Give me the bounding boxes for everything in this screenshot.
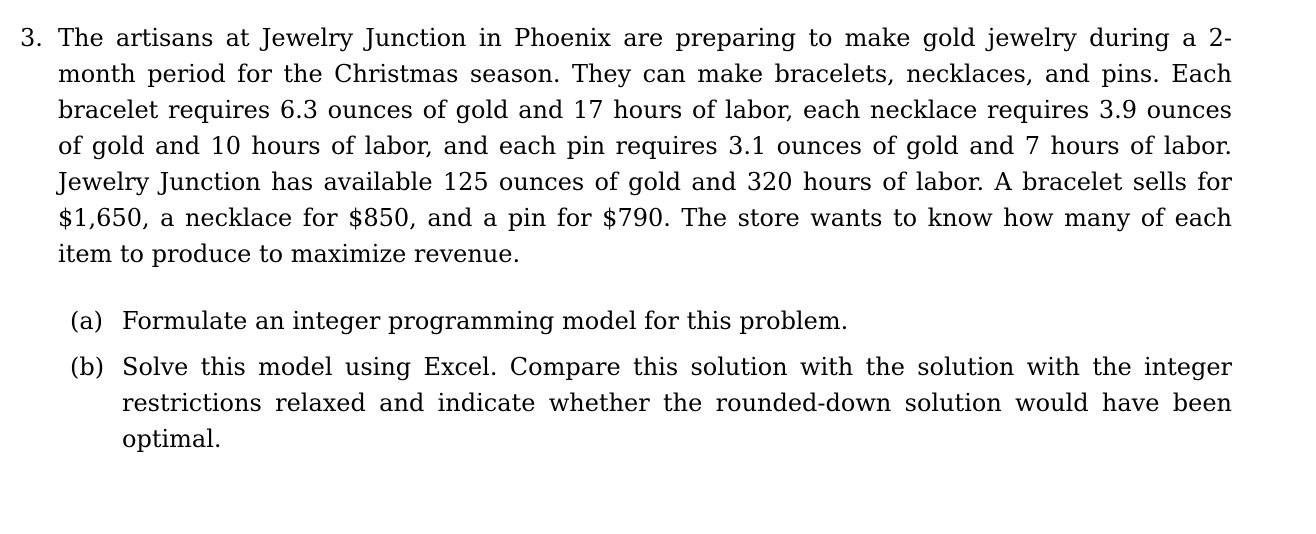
problem-number: 3. [20, 24, 43, 52]
subpart-label: (b) [70, 353, 105, 381]
problem-statement: The artisans at Jewelry Junction in Phoenix are preparing to make gold jewelry during a 2-month period for the Christmas season. They can make bracelets, necklaces, and pins. Each bracelet requires 6.3 ounces of gold and 17 hours of labor, each necklace requires 3.9 ounces of gold and 10 hours of labor, and each pin requires 3.1 ounces of gold and 7 hours of labor. Jewelry Junction has available 125 ounces of gold and 320 hours of labor. A bracelet sells for $1,650, a necklace for $850, and a pin for $790. The store wants to know how many of each item to produce to maximize revenue. [58, 24, 1232, 268]
subpart-text: Solve this model using Excel. Compare this solution with the solution with the integer restrictions relaxed and indicate whether the rounded-down solution would have been optimal. [122, 353, 1232, 453]
subpart-b [70, 349, 1232, 457]
subpart-text: Formulate an integer programming model for this problem. [122, 307, 849, 335]
subpart-a [70, 303, 1232, 339]
subpart-list [70, 303, 1232, 467]
subpart-label: (a) [70, 307, 104, 335]
problem-3 [20, 20, 1232, 272]
